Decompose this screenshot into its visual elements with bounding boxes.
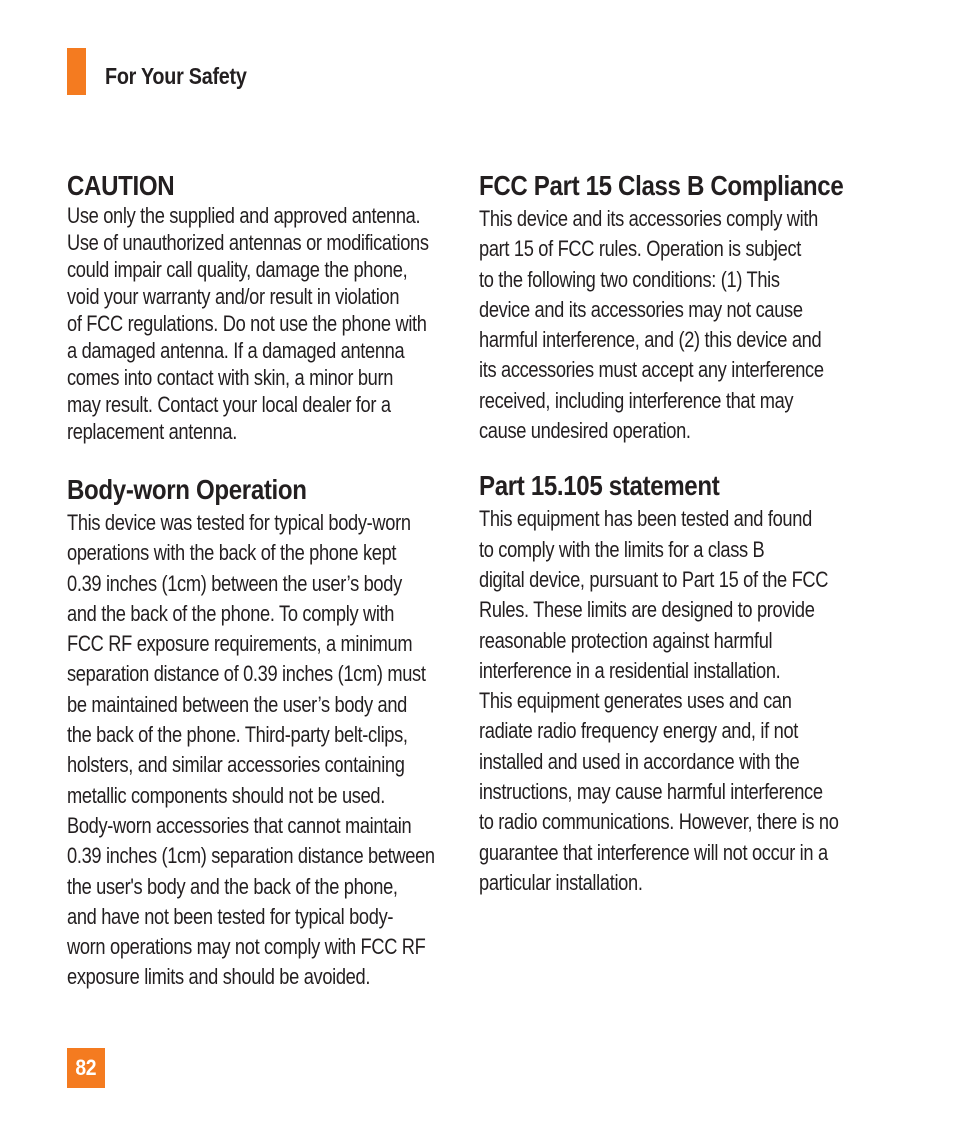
text-line: and the back of the phone. To comply with (67, 600, 395, 626)
body-worn-body (67, 508, 457, 993)
caution-section (67, 168, 457, 445)
text-line: harmful interference, and (2) this device and (479, 327, 822, 353)
text-line: reasonable protection against harmful (479, 627, 773, 653)
text-line: This device and its accessories comply with (479, 206, 818, 231)
text-line: 0.39 inches (1cm) separation distance between (67, 843, 435, 869)
text-line: FCC RF exposure requirements, a minimum (67, 631, 413, 657)
header-accent-bar (67, 48, 86, 95)
caution-body (67, 202, 457, 445)
page-number-badge (67, 1048, 105, 1088)
text-line: to radio communications. However, there is no (479, 809, 839, 835)
text-line: the user's body and the back of the phone, (67, 873, 398, 899)
text-line: exposure limits and should be avoided. (67, 964, 371, 990)
page-header-title: For Your Safety (105, 63, 247, 89)
part-15105-heading: Part 15.105 statement (479, 470, 720, 502)
text-line: and have not been tested for typical body- (67, 903, 394, 929)
text-line: digital device, pursuant to Part 15 of the FCC (479, 566, 829, 592)
text-line: could impair call quality, damage the phone, (67, 257, 408, 282)
caution-heading: CAUTION (67, 170, 175, 201)
text-line: the back of the phone. Third-party belt-clips, (67, 722, 408, 748)
fcc-compliance-section (479, 168, 869, 446)
text-line: Body-worn accessories that cannot maintain (67, 812, 412, 838)
text-line: Use of unauthorized antennas or modifications (67, 230, 429, 255)
text-line: may result. Contact your local dealer for a (67, 392, 391, 417)
part-15105-section (479, 468, 869, 898)
body-worn-heading: Body-worn Operation (67, 474, 307, 505)
text-line: worn operations may not comply with FCC RF (67, 934, 426, 960)
text-line: interference in a residential installation. (479, 657, 781, 683)
text-line: comes into contact with skin, a minor burn (67, 365, 394, 390)
text-line: device and its accessories may not cause (479, 296, 803, 322)
text-line: of FCC regulations. Do not use the phone with (67, 311, 427, 336)
text-line: operations with the back of the phone kept (67, 540, 397, 566)
fcc-compliance-body (479, 204, 869, 446)
text-line: installed and used in accordance with the (479, 748, 800, 774)
text-line: be maintained between the user’s body and (67, 691, 408, 717)
text-line: Use only the supplied and approved antenna. (67, 203, 421, 228)
text-line: Rules. These limits are designed to provide (479, 597, 815, 623)
text-line: its accessories must accept any interference (479, 357, 824, 383)
body-worn-section (67, 472, 457, 993)
page-number: 82 (75, 1055, 97, 1080)
text-line: particular installation. (479, 869, 643, 895)
text-line: to comply with the limits for a class B (479, 536, 765, 562)
text-line: a damaged antenna. If a damaged antenna (67, 338, 405, 363)
text-line: metallic components should not be used. (67, 782, 385, 808)
text-line: to the following two conditions: (1) This (479, 266, 780, 292)
part-15105-body (479, 504, 869, 898)
text-line: This equipment generates uses and can (479, 688, 792, 714)
text-line: 0.39 inches (1cm) between the user’s body (67, 570, 402, 596)
right-column (479, 168, 869, 898)
text-line: received, including interference that may (479, 387, 794, 413)
text-line: This device was tested for typical body-worn (67, 510, 411, 535)
text-line: void your warranty and/or result in violation (67, 284, 400, 309)
text-line: guarantee that interference will not occur in a (479, 839, 828, 865)
text-line: separation distance of 0.39 inches (1cm) must (67, 661, 426, 687)
fcc-compliance-heading: FCC Part 15 Class B Compliance (479, 170, 844, 201)
text-line: instructions, may cause harmful interference (479, 779, 823, 805)
text-line: cause undesired operation. (479, 418, 691, 444)
text-line: holsters, and similar accessories containing (67, 752, 405, 778)
text-line: part 15 of FCC rules. Operation is subject (479, 236, 801, 262)
left-column (67, 168, 457, 993)
text-line: radiate radio frequency energy and, if not (479, 718, 799, 744)
text-line: replacement antenna. (67, 419, 238, 444)
text-line: This equipment has been tested and found (479, 506, 812, 532)
